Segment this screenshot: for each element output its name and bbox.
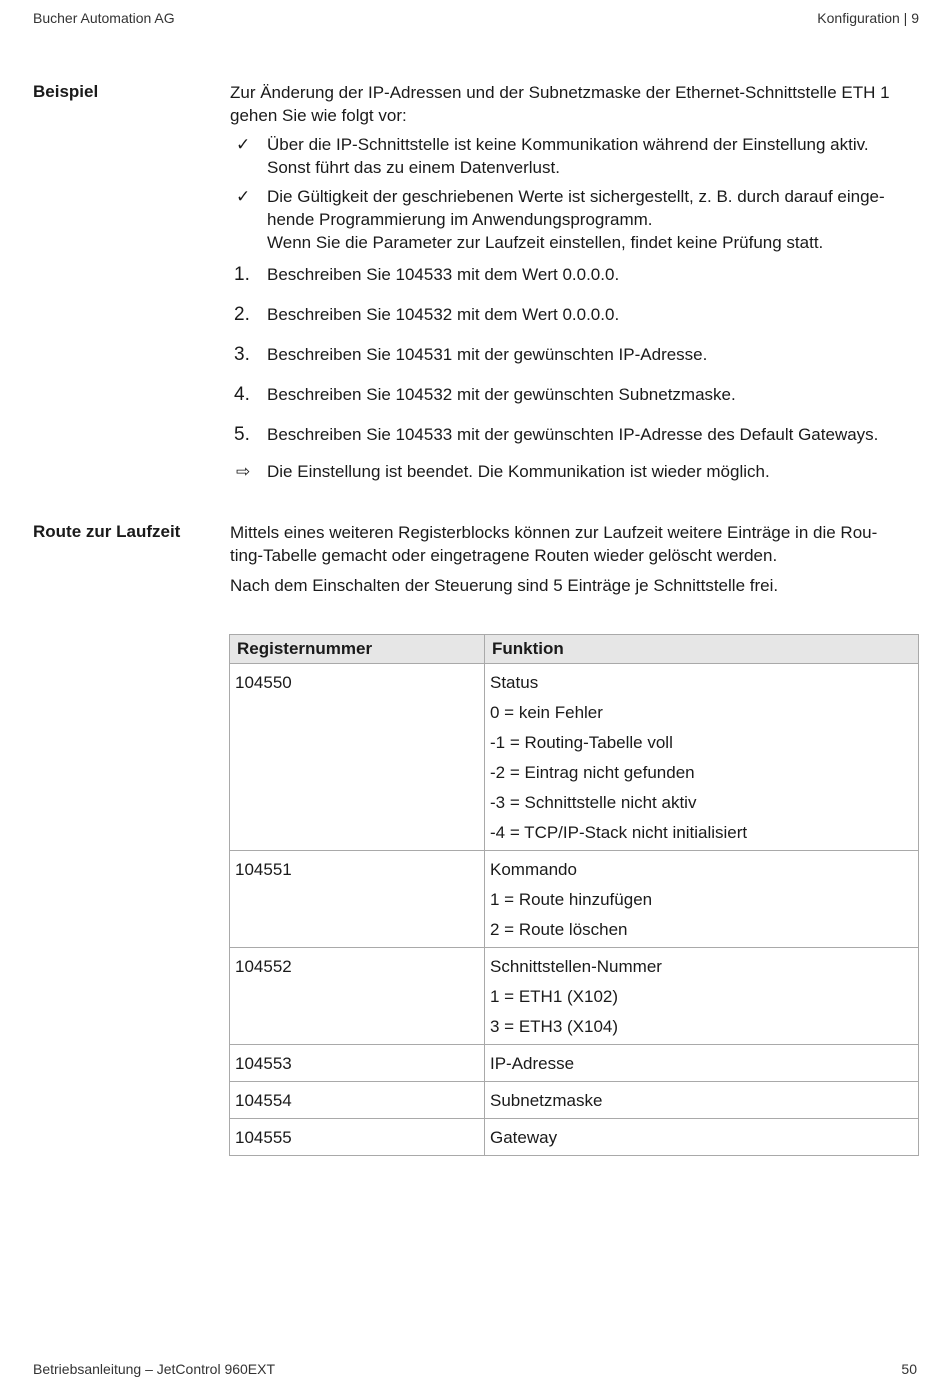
section-label-beispiel: Beispiel (33, 82, 99, 101)
table-row (230, 1119, 919, 1156)
step-number: 4. (234, 384, 250, 405)
function-line: 2 = Route löschen (490, 920, 628, 939)
step-number: 3. (234, 344, 250, 365)
function-line: 1 = Route hinzufügen (490, 890, 653, 909)
check-icon: ✓ (236, 135, 251, 154)
register-cell: 104555 (230, 1119, 485, 1156)
check-icon: ✓ (236, 187, 251, 206)
footer-page-number: 50 (901, 1361, 917, 1377)
step-text: Beschreiben Sie 104533 mit der gewünschten IP-Adresse des Default Gateways. (267, 425, 879, 444)
result-text: Die Einstellung ist beendet. Die Kommunikation ist wieder möglich. (267, 462, 770, 481)
step-text: Beschreiben Sie 104533 mit dem Wert 0.0.0.0. (267, 265, 620, 284)
prereq-2-line1: Die Gültigkeit der geschriebenen Werte ist sichergestellt, z. B. durch darauf einge- (267, 187, 885, 206)
function-line: -4 = TCP/IP-Stack nicht initialisiert (490, 823, 748, 842)
function-line: 1 = ETH1 (X102) (490, 987, 619, 1006)
register-cell: 104550 (230, 664, 485, 851)
intro-text: Zur Änderung der IP-Adressen und der Subnetzmaske der Ethernet-Schnittstelle ETH 1 gehen Sie wie folgt vor: (230, 83, 890, 125)
function-line: Kommando (490, 860, 577, 879)
section1-intro (230, 81, 915, 133)
para1-line2: ting-Tabelle gemacht oder eingetragene Routen wieder gelöscht werden. (230, 546, 778, 565)
step-text: Beschreiben Sie 104531 mit der gewünschten IP-Adresse. (267, 345, 708, 364)
column-header-function: Funktion (485, 635, 919, 664)
arrow-right-icon: ⇨ (236, 462, 251, 481)
function-cell (485, 1082, 919, 1119)
function-line: -1 = Routing-Tabelle voll (490, 733, 673, 752)
column-header-register: Registernummer (230, 635, 485, 664)
table-row (230, 948, 919, 1045)
function-line: Subnetzmaske (490, 1091, 603, 1110)
prereq-1-line2: Sonst führt das zu einem Datenverlust. (267, 158, 560, 177)
function-line: 0 = kein Fehler (490, 703, 603, 722)
header-company: Bucher Automation AG (33, 10, 175, 26)
para1-line1: Mittels eines weiteren Registerblocks können zur Laufzeit weitere Einträge in die Rou- (230, 523, 878, 542)
function-line: -3 = Schnittstelle nicht aktiv (490, 793, 697, 812)
prereq-2-line3: Wenn Sie die Parameter zur Laufzeit einstellen, findet keine Prüfung statt. (267, 233, 824, 252)
function-line: -2 = Eintrag nicht gefunden (490, 763, 695, 782)
step-number: 2. (234, 304, 250, 325)
prereq-1-line1: Über die IP-Schnittstelle ist keine Kommunikation während der Einstellung aktiv. (267, 135, 869, 154)
register-cell: 104553 (230, 1045, 485, 1082)
table-header-row (230, 635, 919, 664)
function-line: Gateway (490, 1128, 558, 1147)
prereq-2-line2: hende Programmierung im Anwendungsprogramm. (267, 210, 653, 229)
function-line: Status (490, 673, 539, 692)
register-cell: 104551 (230, 851, 485, 948)
function-cell (485, 851, 919, 948)
step-number: 5. (234, 424, 250, 445)
function-line: Schnittstellen-Nummer (490, 957, 662, 976)
function-line: 3 = ETH3 (X104) (490, 1017, 619, 1036)
para2: Nach dem Einschalten der Steuerung sind 5 Einträge je Schnittstelle frei. (230, 576, 779, 595)
function-cell (485, 948, 919, 1045)
register-cell: 104552 (230, 948, 485, 1045)
footer-doc-title: Betriebsanleitung – JetControl 960EXT (33, 1361, 276, 1377)
function-cell (485, 1045, 919, 1082)
register-table (229, 634, 919, 1156)
table-row (230, 1082, 919, 1119)
section-label-route: Route zur Laufzeit (33, 522, 181, 541)
step-number: 1. (234, 264, 250, 285)
table-row (230, 664, 919, 851)
table-row (230, 851, 919, 948)
section2-body (230, 521, 915, 597)
header-section: Konfiguration | 9 (817, 10, 919, 26)
function-line: IP-Adresse (490, 1054, 575, 1073)
step-text: Beschreiben Sie 104532 mit dem Wert 0.0.0.0. (267, 305, 620, 324)
table-row (230, 1045, 919, 1082)
register-cell: 104554 (230, 1082, 485, 1119)
step-text: Beschreiben Sie 104532 mit der gewünschten Subnetzmaske. (267, 385, 736, 404)
function-cell (485, 1119, 919, 1156)
function-cell (485, 664, 919, 851)
